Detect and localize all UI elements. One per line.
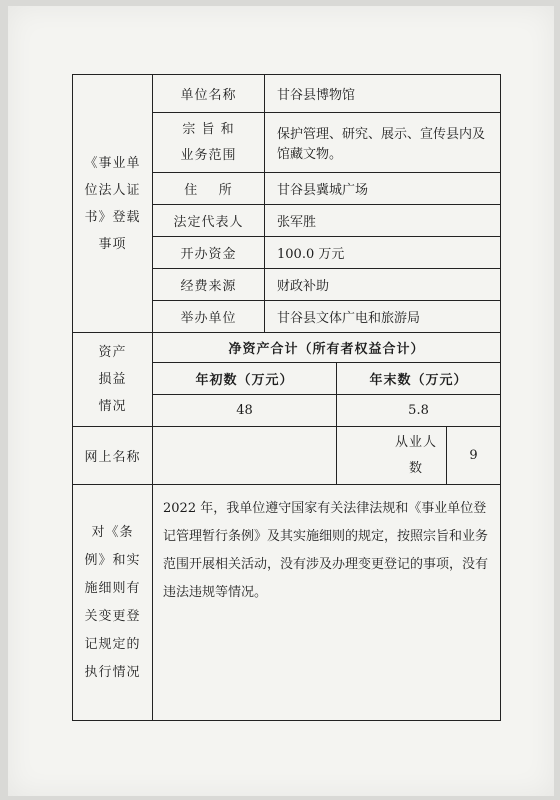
- label-address: 住 所: [153, 173, 265, 205]
- net-assets-header: 净资产合计（所有者权益合计）: [153, 333, 501, 363]
- registration-section-heading: [73, 75, 153, 333]
- assets-section-heading: [73, 333, 153, 427]
- label-purpose: 宗 旨 和 业务范围: [153, 113, 265, 173]
- value-online-name: [153, 427, 337, 485]
- staff-label-text: 从业人数: [394, 434, 437, 476]
- compliance-section-heading: [73, 485, 153, 721]
- row-unit-name: [73, 75, 501, 113]
- value-funding: 财政补助: [265, 269, 501, 301]
- label-funding: 经费来源: [153, 269, 265, 301]
- registration-heading-text: 《事业单位法人证书》登载事项: [84, 155, 141, 252]
- begin-of-year-header: 年初数（万元）: [153, 363, 337, 395]
- label-sponsor: 举办单位: [153, 301, 265, 333]
- end-of-year-header: 年末数（万元）: [337, 363, 501, 395]
- end-of-year-value: 5.8: [337, 395, 501, 427]
- assets-heading-text: 资产损益情况: [98, 345, 127, 414]
- label-legal-rep: 法定代表人: [153, 205, 265, 237]
- value-legal-rep: 张军胜: [265, 205, 501, 237]
- label-capital: 开办资金: [153, 237, 265, 269]
- value-purpose: 保护管理、研究、展示、宣传县内及馆藏文物。: [265, 113, 501, 173]
- begin-of-year-value: 48: [153, 395, 337, 427]
- document-page: [8, 6, 554, 796]
- row-compliance: [73, 485, 501, 721]
- label-unit-name: 单位名称: [153, 75, 265, 113]
- row-online-name: [73, 427, 501, 485]
- label-online-name: 网上名称: [73, 427, 153, 485]
- annual-report-table: [72, 74, 501, 721]
- compliance-heading-text: 对《条例》和实施细则有关变更登记规定的执行情况: [84, 524, 141, 680]
- label-staff-count: [337, 427, 447, 485]
- value-staff-count: 9: [447, 427, 501, 485]
- value-sponsor: 甘谷县文体广电和旅游局: [265, 301, 501, 333]
- row-net-assets: [73, 333, 501, 363]
- compliance-text: 2022 年，我单位遵守国家有关法律法规和《事业单位登记管理暂行条例》及其实施细则的规定，按照宗旨和业务范围开展相关活动，没有涉及办理变更登记的事项，没有违法违规等情况。: [153, 485, 501, 721]
- value-unit-name: 甘谷县博物馆: [265, 75, 501, 113]
- value-capital: 100.0 万元: [265, 237, 501, 269]
- value-address: 甘谷县冀城广场: [265, 173, 501, 205]
